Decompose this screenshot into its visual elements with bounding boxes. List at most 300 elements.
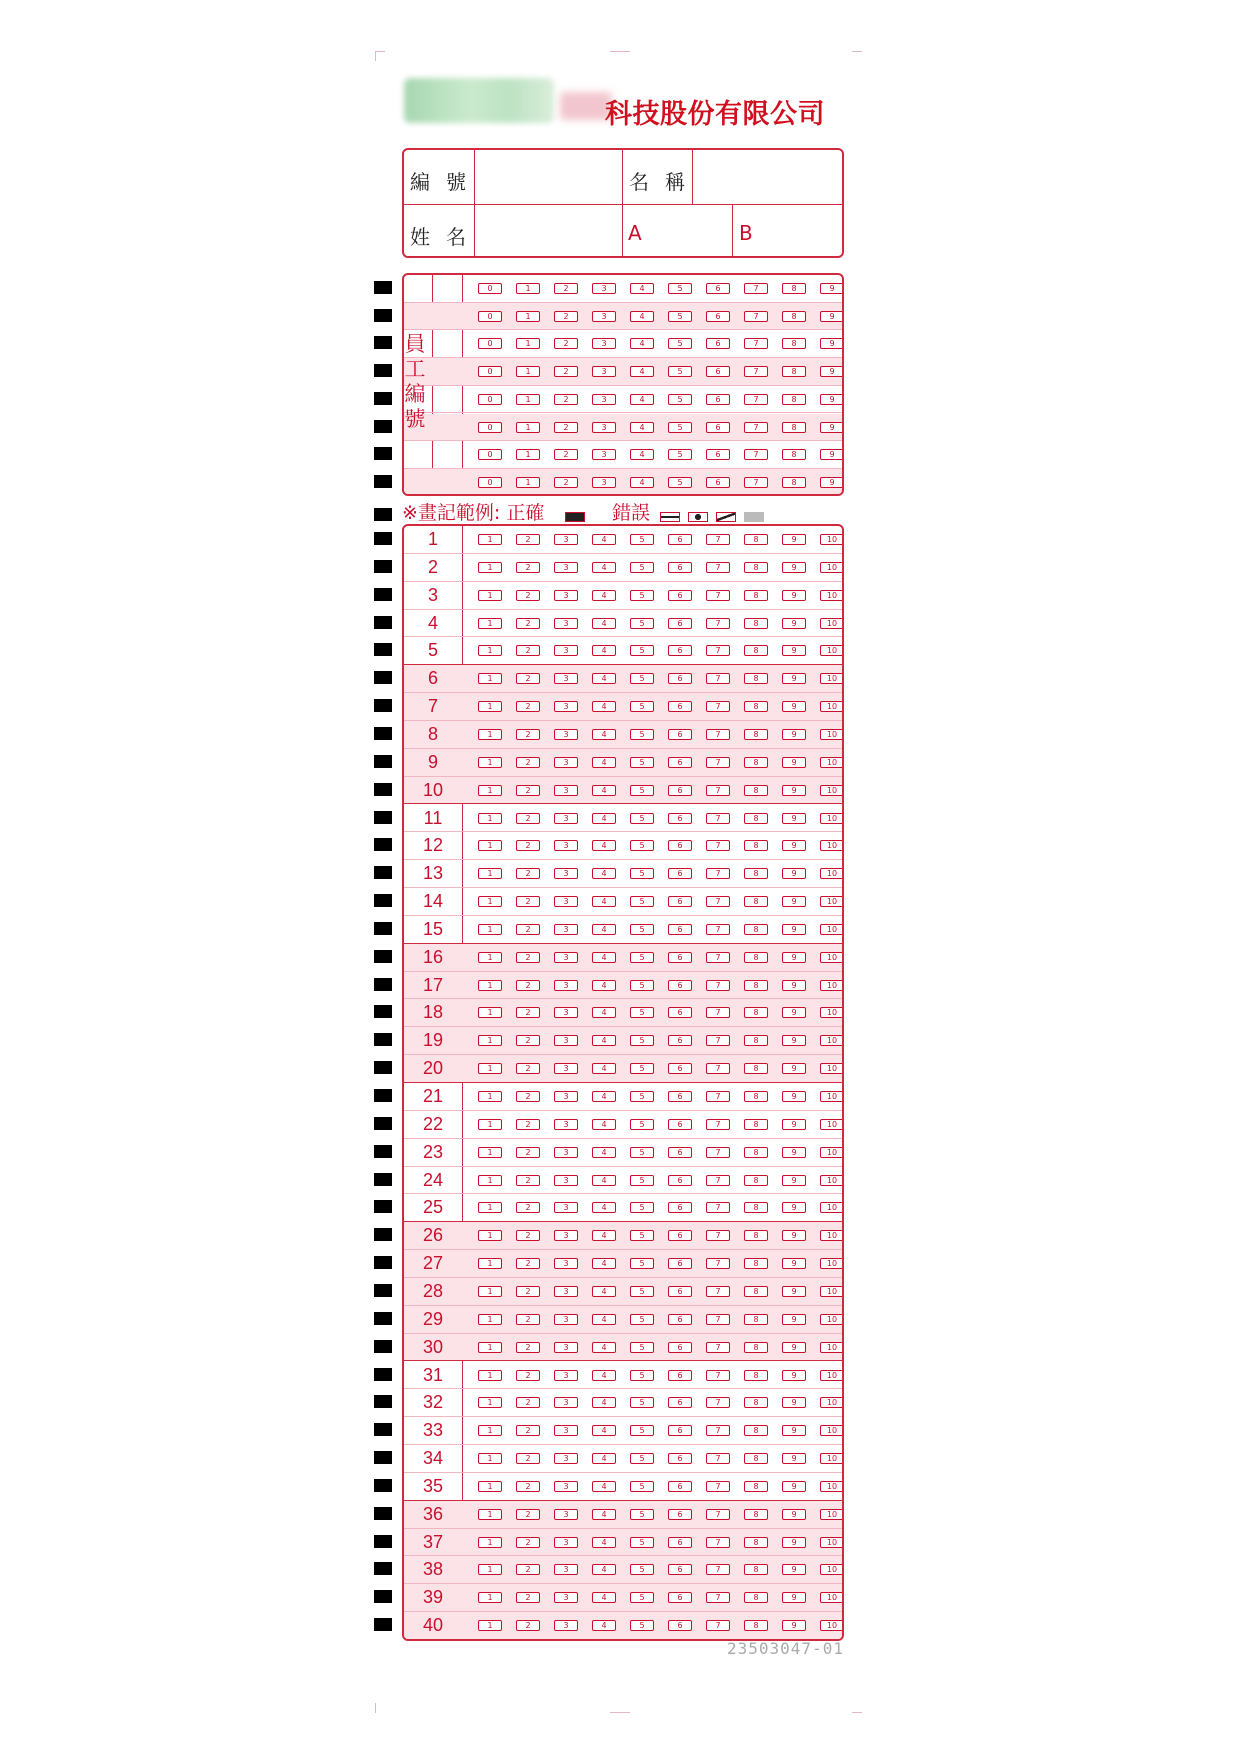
answer-bubble[interactable]: 4 <box>592 813 616 824</box>
answer-bubble[interactable]: 6 <box>668 1258 692 1269</box>
answer-bubble[interactable]: 2 <box>516 1620 540 1631</box>
employee-digit-bubble[interactable]: 0 <box>478 311 502 322</box>
employee-digit-bubble[interactable]: 2 <box>554 366 578 377</box>
answer-bubble[interactable]: 8 <box>744 840 768 851</box>
answer-bubble[interactable]: 6 <box>668 1342 692 1353</box>
answer-bubble[interactable]: 4 <box>592 980 616 991</box>
answer-bubble[interactable]: 4 <box>592 868 616 879</box>
answer-bubble[interactable]: 7 <box>706 840 730 851</box>
employee-digit-bubble[interactable]: 7 <box>744 311 768 322</box>
answer-bubble[interactable]: 9 <box>782 1537 806 1548</box>
answer-bubble[interactable]: 2 <box>516 1230 540 1241</box>
answer-bubble[interactable]: 10 <box>820 1592 844 1603</box>
answer-bubble[interactable]: 7 <box>706 1509 730 1520</box>
answer-bubble[interactable]: 8 <box>744 701 768 712</box>
answer-bubble[interactable]: 5 <box>630 1342 654 1353</box>
answer-bubble[interactable]: 9 <box>782 1342 806 1353</box>
answer-bubble[interactable]: 5 <box>630 1175 654 1186</box>
answer-bubble[interactable]: 7 <box>706 1453 730 1464</box>
answer-bubble[interactable]: 2 <box>516 868 540 879</box>
answer-bubble[interactable]: 9 <box>782 840 806 851</box>
answer-bubble[interactable]: 5 <box>630 1425 654 1436</box>
answer-bubble[interactable]: 5 <box>630 1202 654 1213</box>
answer-bubble[interactable]: 4 <box>592 1592 616 1603</box>
answer-bubble[interactable]: 3 <box>554 868 578 879</box>
answer-bubble[interactable]: 5 <box>630 1370 654 1381</box>
answer-bubble[interactable]: 1 <box>478 924 502 935</box>
employee-digit-bubble[interactable]: 1 <box>516 449 540 460</box>
answer-bubble[interactable]: 8 <box>744 1230 768 1241</box>
answer-bubble[interactable]: 3 <box>554 1175 578 1186</box>
answer-bubble[interactable]: 10 <box>820 1314 844 1325</box>
employee-digit-bubble[interactable]: 3 <box>592 449 616 460</box>
answer-bubble[interactable]: 1 <box>478 1397 502 1408</box>
answer-bubble[interactable]: 10 <box>820 1119 844 1130</box>
answer-bubble[interactable]: 2 <box>516 1397 540 1408</box>
answer-bubble[interactable]: 2 <box>516 896 540 907</box>
employee-digit-bubble[interactable]: 6 <box>706 477 730 488</box>
answer-bubble[interactable]: 2 <box>516 590 540 601</box>
answer-bubble[interactable]: 10 <box>820 1175 844 1186</box>
answer-bubble[interactable]: 4 <box>592 896 616 907</box>
employee-digit-bubble[interactable]: 3 <box>592 311 616 322</box>
answer-bubble[interactable]: 3 <box>554 1370 578 1381</box>
answer-bubble[interactable]: 4 <box>592 1509 616 1520</box>
answer-bubble[interactable]: 7 <box>706 534 730 545</box>
answer-bubble[interactable]: 3 <box>554 534 578 545</box>
answer-bubble[interactable]: 9 <box>782 1592 806 1603</box>
answer-bubble[interactable]: 1 <box>478 1147 502 1158</box>
answer-bubble[interactable]: 7 <box>706 1230 730 1241</box>
answer-bubble[interactable]: 8 <box>744 645 768 656</box>
answer-bubble[interactable]: 7 <box>706 1370 730 1381</box>
answer-bubble[interactable]: 7 <box>706 618 730 629</box>
answer-bubble[interactable]: 9 <box>782 1147 806 1158</box>
answer-bubble[interactable]: 7 <box>706 1342 730 1353</box>
answer-bubble[interactable]: 6 <box>668 1175 692 1186</box>
employee-digit-bubble[interactable]: 5 <box>668 338 692 349</box>
answer-bubble[interactable]: 6 <box>668 618 692 629</box>
answer-bubble[interactable]: 7 <box>706 1063 730 1074</box>
answer-bubble[interactable]: 1 <box>478 813 502 824</box>
answer-bubble[interactable]: 10 <box>820 729 844 740</box>
answer-bubble[interactable]: 7 <box>706 701 730 712</box>
answer-bubble[interactable]: 2 <box>516 757 540 768</box>
employee-digit-bubble[interactable]: 1 <box>516 422 540 433</box>
employee-digit-bubble[interactable]: 1 <box>516 283 540 294</box>
answer-bubble[interactable]: 2 <box>516 673 540 684</box>
answer-bubble[interactable]: 4 <box>592 757 616 768</box>
answer-bubble[interactable]: 2 <box>516 618 540 629</box>
employee-digit-bubble[interactable]: 0 <box>478 449 502 460</box>
answer-bubble[interactable]: 6 <box>668 1035 692 1046</box>
employee-digit-bubble[interactable]: 5 <box>668 449 692 460</box>
answer-bubble[interactable]: 10 <box>820 980 844 991</box>
answer-bubble[interactable]: 4 <box>592 618 616 629</box>
answer-bubble[interactable]: 8 <box>744 1119 768 1130</box>
answer-bubble[interactable]: 3 <box>554 1342 578 1353</box>
employee-digit-bubble[interactable]: 2 <box>554 477 578 488</box>
answer-bubble[interactable]: 6 <box>668 980 692 991</box>
answer-bubble[interactable]: 8 <box>744 590 768 601</box>
answer-bubble[interactable]: 2 <box>516 1202 540 1213</box>
answer-bubble[interactable]: 1 <box>478 1370 502 1381</box>
answer-bubble[interactable]: 4 <box>592 1119 616 1130</box>
answer-bubble[interactable]: 6 <box>668 840 692 851</box>
answer-bubble[interactable]: 2 <box>516 1286 540 1297</box>
answer-bubble[interactable]: 7 <box>706 1286 730 1297</box>
answer-bubble[interactable]: 2 <box>516 1091 540 1102</box>
answer-bubble[interactable]: 6 <box>668 1119 692 1130</box>
answer-bubble[interactable]: 5 <box>630 618 654 629</box>
answer-bubble[interactable]: 4 <box>592 952 616 963</box>
answer-bubble[interactable]: 1 <box>478 1063 502 1074</box>
employee-digit-bubble[interactable]: 1 <box>516 311 540 322</box>
answer-bubble[interactable]: 10 <box>820 840 844 851</box>
employee-digit-bubble[interactable]: 6 <box>706 394 730 405</box>
employee-digit-bubble[interactable]: 8 <box>782 477 806 488</box>
answer-bubble[interactable]: 2 <box>516 952 540 963</box>
answer-bubble[interactable]: 2 <box>516 840 540 851</box>
answer-bubble[interactable]: 5 <box>630 785 654 796</box>
answer-bubble[interactable]: 7 <box>706 1035 730 1046</box>
answer-bubble[interactable]: 1 <box>478 1564 502 1575</box>
answer-bubble[interactable]: 6 <box>668 534 692 545</box>
answer-bubble[interactable]: 3 <box>554 1035 578 1046</box>
answer-bubble[interactable]: 1 <box>478 534 502 545</box>
answer-bubble[interactable]: 5 <box>630 673 654 684</box>
answer-bubble[interactable]: 10 <box>820 868 844 879</box>
answer-bubble[interactable]: 7 <box>706 1147 730 1158</box>
answer-bubble[interactable]: 3 <box>554 1509 578 1520</box>
answer-bubble[interactable]: 1 <box>478 645 502 656</box>
answer-bubble[interactable]: 6 <box>668 1063 692 1074</box>
answer-bubble[interactable]: 4 <box>592 729 616 740</box>
answer-bubble[interactable]: 7 <box>706 562 730 573</box>
answer-bubble[interactable]: 10 <box>820 1370 844 1381</box>
answer-bubble[interactable]: 4 <box>592 1147 616 1158</box>
answer-bubble[interactable]: 4 <box>592 1481 616 1492</box>
answer-bubble[interactable]: 5 <box>630 1537 654 1548</box>
answer-bubble[interactable]: 1 <box>478 1537 502 1548</box>
answer-bubble[interactable]: 2 <box>516 1342 540 1353</box>
answer-bubble[interactable]: 3 <box>554 1091 578 1102</box>
answer-bubble[interactable]: 10 <box>820 1035 844 1046</box>
answer-bubble[interactable]: 1 <box>478 952 502 963</box>
answer-bubble[interactable]: 3 <box>554 757 578 768</box>
answer-bubble[interactable]: 2 <box>516 1481 540 1492</box>
answer-bubble[interactable]: 3 <box>554 1620 578 1631</box>
employee-digit-bubble[interactable]: 5 <box>668 394 692 405</box>
answer-bubble[interactable]: 8 <box>744 1286 768 1297</box>
answer-bubble[interactable]: 3 <box>554 840 578 851</box>
answer-bubble[interactable]: 9 <box>782 1564 806 1575</box>
answer-bubble[interactable]: 3 <box>554 1147 578 1158</box>
answer-bubble[interactable]: 8 <box>744 813 768 824</box>
answer-bubble[interactable]: 8 <box>744 1481 768 1492</box>
answer-bubble[interactable]: 1 <box>478 1175 502 1186</box>
answer-bubble[interactable]: 10 <box>820 1509 844 1520</box>
answer-bubble[interactable]: 7 <box>706 924 730 935</box>
answer-bubble[interactable]: 10 <box>820 1091 844 1102</box>
answer-bubble[interactable]: 8 <box>744 1397 768 1408</box>
answer-bubble[interactable]: 2 <box>516 1425 540 1436</box>
employee-digit-bubble[interactable]: 0 <box>478 477 502 488</box>
answer-bubble[interactable]: 3 <box>554 785 578 796</box>
answer-bubble[interactable]: 4 <box>592 1007 616 1018</box>
answer-bubble[interactable]: 8 <box>744 1342 768 1353</box>
answer-bubble[interactable]: 9 <box>782 534 806 545</box>
answer-bubble[interactable]: 7 <box>706 1620 730 1631</box>
answer-bubble[interactable]: 6 <box>668 1286 692 1297</box>
answer-bubble[interactable]: 3 <box>554 618 578 629</box>
answer-bubble[interactable]: 5 <box>630 1397 654 1408</box>
answer-bubble[interactable]: 2 <box>516 813 540 824</box>
answer-bubble[interactable]: 2 <box>516 1063 540 1074</box>
answer-bubble[interactable]: 1 <box>478 1035 502 1046</box>
employee-digit-bubble[interactable]: 4 <box>630 311 654 322</box>
answer-bubble[interactable]: 4 <box>592 562 616 573</box>
answer-bubble[interactable]: 5 <box>630 813 654 824</box>
employee-digit-bubble[interactable]: 7 <box>744 449 768 460</box>
employee-digit-bubble[interactable]: 8 <box>782 449 806 460</box>
answer-bubble[interactable]: 3 <box>554 1119 578 1130</box>
answer-bubble[interactable]: 6 <box>668 952 692 963</box>
answer-bubble[interactable]: 1 <box>478 1258 502 1269</box>
answer-bubble[interactable]: 8 <box>744 1035 768 1046</box>
answer-bubble[interactable]: 8 <box>744 1370 768 1381</box>
answer-bubble[interactable]: 5 <box>630 562 654 573</box>
answer-bubble[interactable]: 8 <box>744 1509 768 1520</box>
answer-bubble[interactable]: 2 <box>516 729 540 740</box>
answer-bubble[interactable]: 7 <box>706 673 730 684</box>
answer-bubble[interactable]: 3 <box>554 924 578 935</box>
answer-bubble[interactable]: 6 <box>668 645 692 656</box>
answer-bubble[interactable]: 8 <box>744 1592 768 1603</box>
answer-bubble[interactable]: 3 <box>554 1397 578 1408</box>
answer-bubble[interactable]: 6 <box>668 1537 692 1548</box>
answer-bubble[interactable]: 6 <box>668 1564 692 1575</box>
answer-bubble[interactable]: 6 <box>668 868 692 879</box>
answer-bubble[interactable]: 2 <box>516 645 540 656</box>
answer-bubble[interactable]: 3 <box>554 1564 578 1575</box>
answer-bubble[interactable]: 5 <box>630 1119 654 1130</box>
answer-bubble[interactable]: 7 <box>706 590 730 601</box>
answer-bubble[interactable]: 6 <box>668 1592 692 1603</box>
answer-bubble[interactable]: 3 <box>554 1258 578 1269</box>
answer-bubble[interactable]: 6 <box>668 1509 692 1520</box>
answer-bubble[interactable]: 10 <box>820 785 844 796</box>
answer-bubble[interactable]: 1 <box>478 1007 502 1018</box>
employee-digit-bubble[interactable]: 9 <box>820 283 844 294</box>
employee-digit-bubble[interactable]: 7 <box>744 477 768 488</box>
answer-bubble[interactable]: 6 <box>668 673 692 684</box>
answer-bubble[interactable]: 7 <box>706 1258 730 1269</box>
answer-bubble[interactable]: 10 <box>820 1481 844 1492</box>
answer-bubble[interactable]: 9 <box>782 980 806 991</box>
employee-digit-bubble[interactable]: 1 <box>516 394 540 405</box>
answer-bubble[interactable]: 9 <box>782 1314 806 1325</box>
employee-digit-bubble[interactable]: 0 <box>478 422 502 433</box>
employee-digit-bubble[interactable]: 5 <box>668 283 692 294</box>
employee-digit-bubble[interactable]: 2 <box>554 422 578 433</box>
answer-bubble[interactable]: 3 <box>554 980 578 991</box>
answer-bubble[interactable]: 5 <box>630 1509 654 1520</box>
answer-bubble[interactable]: 9 <box>782 952 806 963</box>
answer-bubble[interactable]: 6 <box>668 1007 692 1018</box>
employee-digit-bubble[interactable]: 7 <box>744 283 768 294</box>
answer-bubble[interactable]: 2 <box>516 1258 540 1269</box>
employee-digit-bubble[interactable]: 9 <box>820 422 844 433</box>
employee-digit-bubble[interactable]: 2 <box>554 338 578 349</box>
employee-digit-bubble[interactable]: 4 <box>630 394 654 405</box>
answer-bubble[interactable]: 4 <box>592 1620 616 1631</box>
answer-bubble[interactable]: 5 <box>630 1035 654 1046</box>
answer-bubble[interactable]: 8 <box>744 1202 768 1213</box>
answer-bubble[interactable]: 9 <box>782 1370 806 1381</box>
answer-bubble[interactable]: 1 <box>478 590 502 601</box>
answer-bubble[interactable]: 5 <box>630 1620 654 1631</box>
employee-digit-bubble[interactable]: 5 <box>668 422 692 433</box>
answer-bubble[interactable]: 5 <box>630 1147 654 1158</box>
answer-bubble[interactable]: 6 <box>668 1147 692 1158</box>
answer-bubble[interactable]: 4 <box>592 1397 616 1408</box>
answer-bubble[interactable]: 1 <box>478 1091 502 1102</box>
answer-bubble[interactable]: 4 <box>592 785 616 796</box>
answer-bubble[interactable]: 8 <box>744 1564 768 1575</box>
answer-bubble[interactable]: 7 <box>706 1175 730 1186</box>
answer-bubble[interactable]: 8 <box>744 1147 768 1158</box>
employee-digit-bubble[interactable]: 7 <box>744 338 768 349</box>
answer-bubble[interactable]: 8 <box>744 1007 768 1018</box>
answer-bubble[interactable]: 9 <box>782 1175 806 1186</box>
answer-bubble[interactable]: 2 <box>516 701 540 712</box>
answer-bubble[interactable]: 9 <box>782 1397 806 1408</box>
employee-digit-bubble[interactable]: 9 <box>820 338 844 349</box>
answer-bubble[interactable]: 9 <box>782 1119 806 1130</box>
answer-bubble[interactable]: 2 <box>516 785 540 796</box>
answer-bubble[interactable]: 3 <box>554 562 578 573</box>
answer-bubble[interactable]: 10 <box>820 1147 844 1158</box>
answer-bubble[interactable]: 6 <box>668 1453 692 1464</box>
answer-bubble[interactable]: 6 <box>668 562 692 573</box>
employee-digit-bubble[interactable]: 2 <box>554 283 578 294</box>
answer-bubble[interactable]: 10 <box>820 1063 844 1074</box>
answer-bubble[interactable]: 4 <box>592 673 616 684</box>
answer-bubble[interactable]: 10 <box>820 618 844 629</box>
answer-bubble[interactable]: 1 <box>478 840 502 851</box>
employee-digit-bubble[interactable]: 1 <box>516 338 540 349</box>
answer-bubble[interactable]: 4 <box>592 1286 616 1297</box>
answer-bubble[interactable]: 8 <box>744 1258 768 1269</box>
answer-bubble[interactable]: 1 <box>478 1314 502 1325</box>
employee-digit-bubble[interactable]: 4 <box>630 283 654 294</box>
answer-bubble[interactable]: 2 <box>516 534 540 545</box>
answer-bubble[interactable]: 8 <box>744 1175 768 1186</box>
answer-bubble[interactable]: 3 <box>554 1592 578 1603</box>
answer-bubble[interactable]: 2 <box>516 1007 540 1018</box>
answer-bubble[interactable]: 3 <box>554 729 578 740</box>
answer-bubble[interactable]: 10 <box>820 562 844 573</box>
answer-bubble[interactable]: 2 <box>516 924 540 935</box>
answer-bubble[interactable]: 9 <box>782 1035 806 1046</box>
answer-bubble[interactable]: 2 <box>516 1592 540 1603</box>
employee-digit-bubble[interactable]: 2 <box>554 394 578 405</box>
answer-bubble[interactable]: 3 <box>554 896 578 907</box>
answer-bubble[interactable]: 10 <box>820 896 844 907</box>
answer-bubble[interactable]: 2 <box>516 1370 540 1381</box>
answer-bubble[interactable]: 6 <box>668 757 692 768</box>
answer-bubble[interactable]: 7 <box>706 1397 730 1408</box>
answer-bubble[interactable]: 9 <box>782 729 806 740</box>
answer-bubble[interactable]: 9 <box>782 1202 806 1213</box>
answer-bubble[interactable]: 7 <box>706 1007 730 1018</box>
answer-bubble[interactable]: 10 <box>820 813 844 824</box>
answer-bubble[interactable]: 5 <box>630 1286 654 1297</box>
answer-bubble[interactable]: 4 <box>592 1453 616 1464</box>
answer-bubble[interactable]: 1 <box>478 980 502 991</box>
answer-bubble[interactable]: 8 <box>744 1620 768 1631</box>
employee-digit-bubble[interactable]: 5 <box>668 311 692 322</box>
answer-bubble[interactable]: 1 <box>478 701 502 712</box>
answer-bubble[interactable]: 7 <box>706 1314 730 1325</box>
answer-bubble[interactable]: 3 <box>554 1481 578 1492</box>
answer-bubble[interactable]: 1 <box>478 868 502 879</box>
answer-bubble[interactable]: 7 <box>706 896 730 907</box>
answer-bubble[interactable]: 6 <box>668 729 692 740</box>
employee-digit-bubble[interactable]: 0 <box>478 366 502 377</box>
employee-digit-bubble[interactable]: 4 <box>630 366 654 377</box>
answer-bubble[interactable]: 9 <box>782 924 806 935</box>
answer-bubble[interactable]: 7 <box>706 980 730 991</box>
answer-bubble[interactable]: 8 <box>744 673 768 684</box>
answer-bubble[interactable]: 3 <box>554 1286 578 1297</box>
answer-bubble[interactable]: 9 <box>782 1620 806 1631</box>
answer-bubble[interactable]: 10 <box>820 673 844 684</box>
answer-bubble[interactable]: 7 <box>706 757 730 768</box>
answer-bubble[interactable]: 9 <box>782 785 806 796</box>
answer-bubble[interactable]: 9 <box>782 618 806 629</box>
answer-bubble[interactable]: 3 <box>554 673 578 684</box>
answer-bubble[interactable]: 2 <box>516 1147 540 1158</box>
answer-bubble[interactable]: 9 <box>782 645 806 656</box>
answer-bubble[interactable]: 2 <box>516 1564 540 1575</box>
answer-bubble[interactable]: 4 <box>592 1314 616 1325</box>
answer-bubble[interactable]: 8 <box>744 868 768 879</box>
answer-bubble[interactable]: 3 <box>554 1202 578 1213</box>
answer-bubble[interactable]: 8 <box>744 534 768 545</box>
employee-digit-bubble[interactable]: 4 <box>630 477 654 488</box>
answer-bubble[interactable]: 5 <box>630 1007 654 1018</box>
answer-bubble[interactable]: 2 <box>516 1314 540 1325</box>
answer-bubble[interactable]: 1 <box>478 729 502 740</box>
answer-bubble[interactable]: 10 <box>820 701 844 712</box>
employee-digit-bubble[interactable]: 4 <box>630 422 654 433</box>
answer-bubble[interactable]: 4 <box>592 1091 616 1102</box>
answer-bubble[interactable]: 5 <box>630 924 654 935</box>
answer-bubble[interactable]: 5 <box>630 840 654 851</box>
answer-bubble[interactable]: 1 <box>478 1119 502 1130</box>
employee-digit-bubble[interactable]: 7 <box>744 422 768 433</box>
employee-digit-bubble[interactable]: 0 <box>478 394 502 405</box>
answer-bubble[interactable]: 6 <box>668 813 692 824</box>
answer-bubble[interactable]: 5 <box>630 1564 654 1575</box>
employee-digit-bubble[interactable]: 0 <box>478 283 502 294</box>
answer-bubble[interactable]: 4 <box>592 1370 616 1381</box>
answer-bubble[interactable]: 8 <box>744 1091 768 1102</box>
answer-bubble[interactable]: 8 <box>744 729 768 740</box>
employee-digit-bubble[interactable]: 1 <box>516 477 540 488</box>
